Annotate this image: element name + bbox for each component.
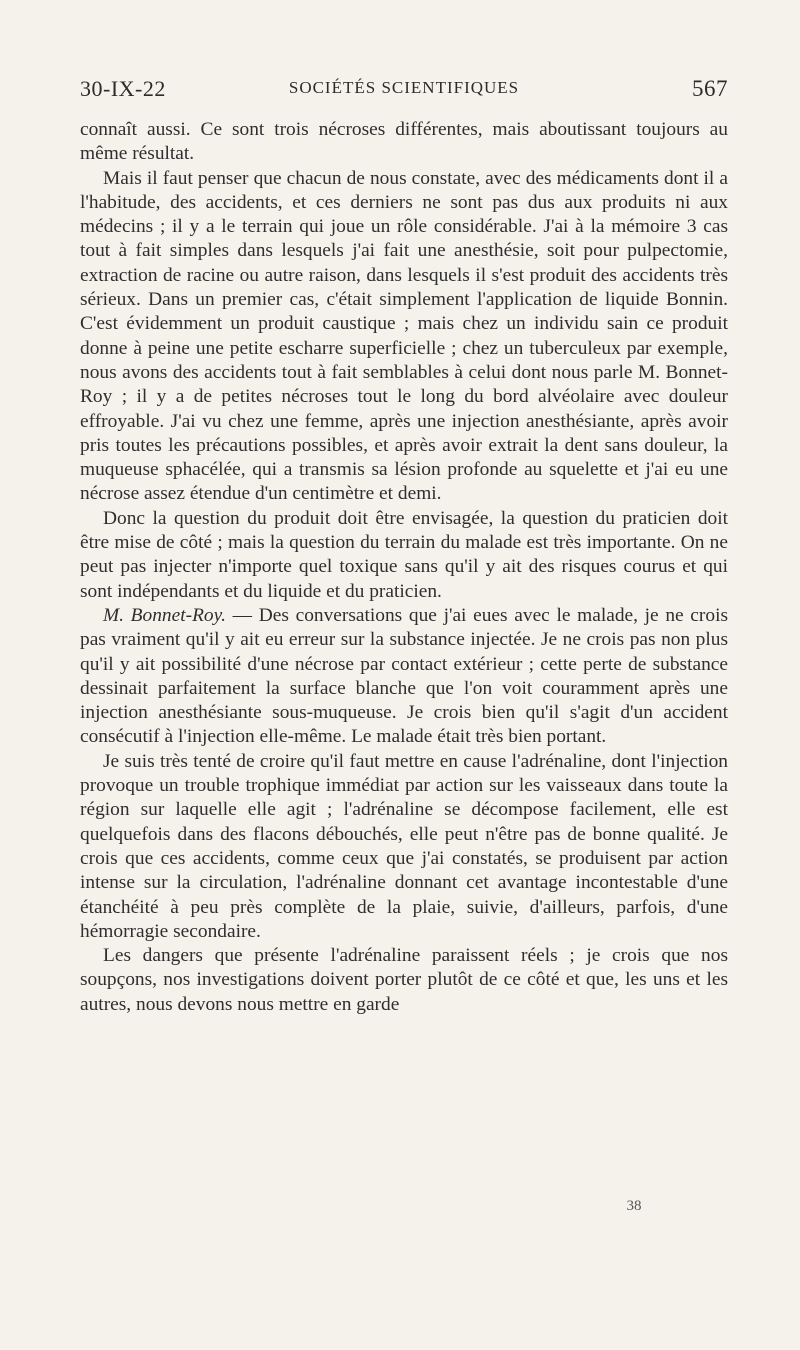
page-number: 567 [692, 76, 728, 101]
paragraph [80, 604, 728, 750]
paragraph [80, 944, 728, 1017]
paragraph [80, 750, 728, 944]
page-footer [0, 1198, 800, 1215]
paragraph [80, 118, 728, 167]
running-header [80, 76, 728, 108]
paragraph [80, 167, 728, 507]
paragraph-text: connaît aussi. Ce sont trois nécroses différentes, mais aboutissant toujours au même résultat. [80, 119, 728, 165]
header-title: SOCIÉTÉS SCIENTIFIQUES [288, 78, 520, 97]
signature-mark: 38 [626, 1198, 642, 1214]
speaker-name: M. Bonnet-Roy. [103, 604, 226, 626]
paragraph-text: Donc la question du produit doit être envisagée, la question du praticien doit être mise de côté ; mais la question du terrain du malade est très importante. On ne peut pas injecter n'importe quel toxique sans qu'il y ait des risques courus et qui sont indépendants et du liquide et du praticien. [80, 507, 728, 602]
paragraph-text: Mais il faut penser que chacun de nous constate, avec des médicaments dont il a l'habitude, des accidents, et ces derniers ne sont pas dus aux produits ni aux médecins ; il y a le terrain qui joue un rôle considérable. J'ai à la mémoire 3 cas tout à fait simples dans lesquels j'ai fait une anesthésie, soit pour pulpectomie, extraction de racine ou autre raison, dans lesquels il s'est produit des accidents très sérieux. Dans un premier cas, c'était simplement l'application de liquide Bonnin. C'est évidemment un produit caustique ; mais chez un individu sain ce produit donne à peine une petite escharre superficielle ; chez un tuberculeux par exemple, nous avons des accidents tout à fait semblables à celui dont nous parle M. Bonnet-Roy ; il y a de petites nécroses tout le long du bord alvéolaire avec douleur effroyable. J'ai vu chez une femme, après une injection anesthésiante, après avoir pris toutes les précautions possibles, et après avoir extrait la dent sans douleur, la muqueuse sphacélée, qui a transmis sa lésion profonde au squelette et j'ai eu une nécrose assez étendue d'un centimètre et demi. [80, 167, 728, 505]
paragraph-text: Les dangers que présente l'adrénaline paraissent réels ; je crois que nos soupçons, nos investigations doivent porter plutôt de ce côté et que, les uns et les autres, nous devons nous mettre en garde [80, 945, 728, 1015]
body-text [80, 118, 728, 1017]
paragraph-text: Je suis très tenté de croire qu'il faut mettre en cause l'adrénaline, dont l'injection provoque un trouble trophique immédiat par action sur les vaisseaux dans toute la région sur laquelle elle agit ; l'adrénaline se décompose facilement, elle est quelquefois dans des flacons débouchés, elle peut n'être pas de bonne qualité. Je crois que ces accidents, comme ceux que j'ai constatés, se produisent par action intense sur la circulation, l'adrénaline donnant cet avantage incontestable d'une étanchéité à peu près complète de la plaie, suivie, d'ailleurs, parfois, d'une hémorragie secondaire. [80, 750, 728, 942]
paragraph-text: — Des conversations que j'ai eues avec le malade, je ne crois pas vraiment qu'il y ait eu erreur sur la substance injectée. Je ne crois pas non plus qu'il y ait possibilité d'une nécrose par contact extérieur ; cette perte de substance dessinait parfaitement la surface blanche que l'on voit couramment après une injection anesthésiante sous-muqueuse. Je crois bien qu'il s'agit d'un accident consécutif à l'injection elle-même. Le malade était très bien portant. [80, 604, 729, 748]
paragraph [80, 507, 728, 604]
header-date: 30-IX-22 [80, 76, 166, 101]
